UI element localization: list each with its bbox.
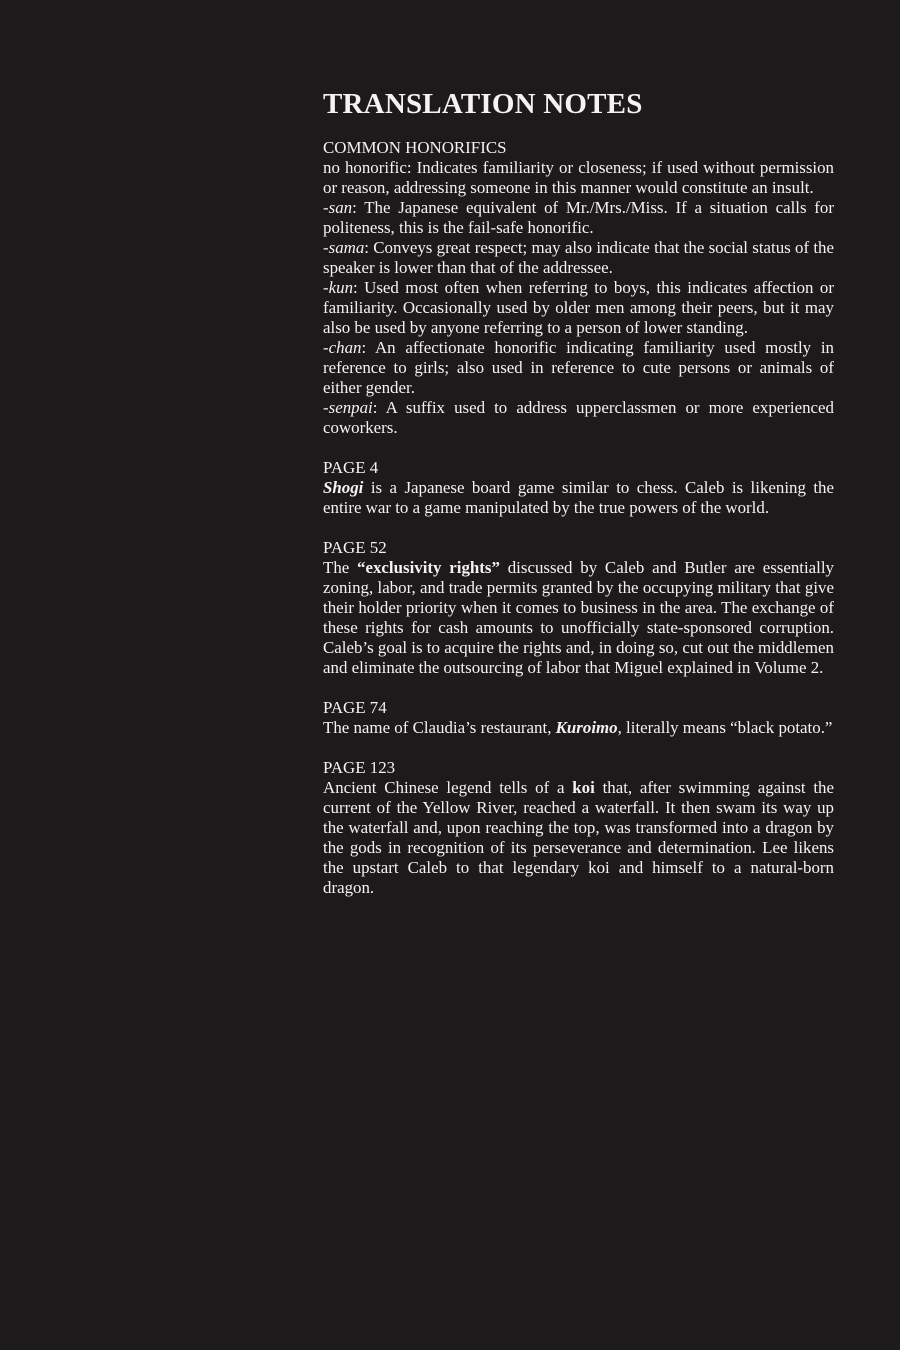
honorific-entry bbox=[323, 398, 834, 438]
honorific-entry bbox=[323, 198, 834, 238]
honorific-definition: : Conveys great respect; may also indicate that the social status of the speaker is lower than that of the addressee. bbox=[323, 238, 834, 277]
honorific-term: -kun bbox=[323, 278, 354, 297]
note-text-pre: Ancient Chinese legend tells of a bbox=[323, 778, 573, 797]
honorific-term: -sama bbox=[323, 238, 365, 257]
note-text-post: is a Japanese board game similar to chess. Caleb is likening the entire war to a game manipulated by the true powers of the world. bbox=[323, 478, 834, 517]
note-text bbox=[323, 478, 834, 518]
honorific-definition: : Indicates familiarity or closeness; if used without permission or reason, addressing someone in this manner would constitute an insult. bbox=[323, 158, 834, 197]
note-heading: PAGE 52 bbox=[323, 538, 387, 557]
honorific-term: -senpai bbox=[323, 398, 373, 417]
honorific-entry bbox=[323, 278, 834, 338]
note-term: “exclusivity rights” bbox=[357, 558, 500, 577]
note-text-post: discussed by Caleb and Butler are essentially zoning, labor, and trade permits granted by the occupying military that give their holder priority when it comes to business in the area. The exchange of these rights for cash amounts to unofficially state-sponsored corruption. Caleb’s goal is to acquire the rights and, in doing so, cut out the middlemen and eliminate the outsourcing of labor that Miguel explained in Volume 2. bbox=[323, 558, 834, 677]
note-heading: PAGE 74 bbox=[323, 698, 387, 717]
note-text-post: that, after swimming against the current of the Yellow River, reached a waterfall. It then swam its way up the waterfall and, upon reaching the top, was transformed into a dragon by the gods in recognition of its perseverance and determination. Lee likens the upstart Caleb to that legendary koi and himself to a natural-born dragon. bbox=[323, 778, 834, 897]
note-term: Shogi bbox=[323, 478, 364, 497]
note-term: koi bbox=[572, 778, 595, 797]
note-heading: PAGE 4 bbox=[323, 458, 379, 477]
note-page-123 bbox=[323, 758, 834, 898]
note-term: Kuroimo bbox=[555, 718, 618, 737]
note-text bbox=[323, 718, 834, 738]
note-text bbox=[323, 778, 834, 898]
honorific-term: no honorific bbox=[323, 158, 407, 177]
note-page-4 bbox=[323, 458, 834, 518]
honorific-definition: : The Japanese equivalent of Mr./Mrs./Miss. If a situation calls for politeness, this is the fail-safe honorific. bbox=[323, 198, 834, 237]
note-text bbox=[323, 558, 834, 678]
honorific-entry bbox=[323, 238, 834, 278]
honorific-definition: : An affectionate honorific indicating familiarity used mostly in reference to girls; also used in reference to cute persons or animals of either gender. bbox=[323, 338, 834, 397]
honorific-entry bbox=[323, 158, 834, 198]
honorifics-list bbox=[323, 158, 834, 438]
honorific-definition: : Used most often when referring to boys, this indicates affection or familiarity. Occasionally used by older men among their peers, but it may also be used by anyone referring to a person of lower standing. bbox=[323, 278, 834, 337]
note-page-74 bbox=[323, 698, 834, 738]
honorific-term: -san bbox=[323, 198, 353, 217]
honorific-definition: : A suffix used to address upperclassmen or more experienced coworkers. bbox=[323, 398, 834, 437]
note-text-pre: The name of Claudia’s restaurant, bbox=[323, 718, 556, 737]
honorific-entry bbox=[323, 338, 834, 398]
note-text-pre: The bbox=[323, 558, 358, 577]
note-text-post: , literally means “black potato.” bbox=[617, 718, 833, 737]
page-title: TRANSLATION NOTES bbox=[323, 88, 643, 120]
honorific-term: -chan bbox=[323, 338, 362, 357]
note-page-52 bbox=[323, 538, 834, 678]
note-heading: PAGE 123 bbox=[323, 758, 396, 777]
translation-notes-page bbox=[323, 86, 834, 898]
honorifics-heading: COMMON HONORIFICS bbox=[323, 138, 507, 157]
